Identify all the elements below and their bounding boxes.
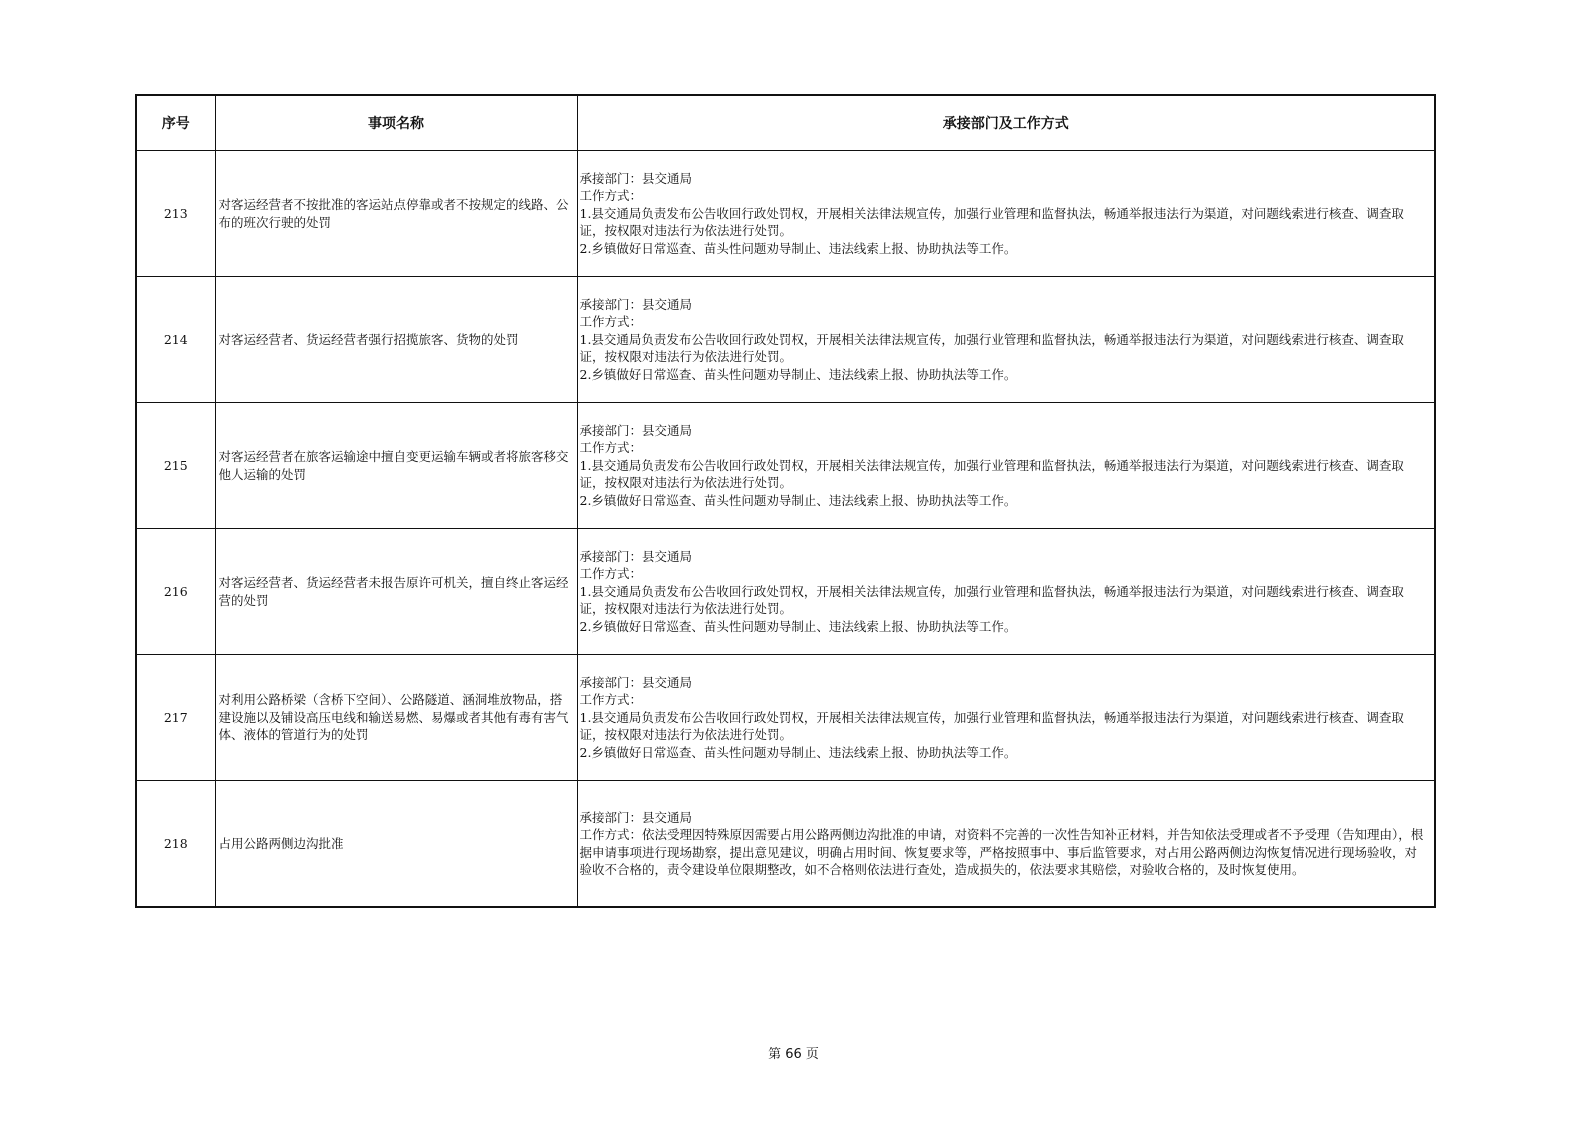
serial-number-cell: 213 [136, 151, 215, 277]
page-number: 第 66 页 [768, 1047, 819, 1062]
item-name-cell: 占用公路两侧边沟批准 [215, 781, 577, 908]
department-method-line: 工作方式： [579, 440, 643, 456]
header-serial-number: 序号 [136, 95, 215, 151]
department-method-line: 1.县交通局负责发布公告收回行政处罚权，开展相关法律法规宣传，加强行业管理和监督执法，畅通举报违法行为渠道，对问题线索进行核查、调查取证，按权限对违法行为依法进行处罚。 [579, 709, 1404, 743]
table-body [136, 151, 1435, 908]
table-row [136, 151, 1435, 277]
serial-number-cell: 214 [136, 277, 215, 403]
header-row [136, 95, 1435, 151]
header-item-name: 事项名称 [215, 95, 577, 151]
department-method-cell [577, 151, 1435, 277]
department-method-line: 1.县交通局负责发布公告收回行政处罚权，开展相关法律法规宣传，加强行业管理和监督执法，畅通举报违法行为渠道，对问题线索进行核查、调查取证，按权限对违法行为依法进行处罚。 [579, 457, 1404, 491]
table-row [136, 781, 1435, 908]
department-method-line: 承接部门：县交通局 [579, 422, 693, 438]
table-row [136, 403, 1435, 529]
table-row [136, 529, 1435, 655]
table-row [136, 277, 1435, 403]
department-method-line: 工作方式：依法受理因特殊原因需要占用公路两侧边沟批准的申请，对资料不完善的一次性告知补正材料，并告知依法受理或者不予受理（告知理由），根据申请事项进行现场勘察，提出意见建议，明确占用时间、恢复要求等，严格按照事中、事后监管要求，对占用公路两侧边沟恢复情况进行现场验收，对验收不合格的，责令建设单位限期整改，如不合格则依法进行查处，造成损失的，依法要求其赔偿，对验收合格的，及时恢复使用。 [579, 827, 1424, 877]
department-method-line: 1.县交通局负责发布公告收回行政处罚权，开展相关法律法规宣传，加强行业管理和监督执法，畅通举报违法行为渠道，对问题线索进行核查、调查取证，按权限对违法行为依法进行处罚。 [579, 205, 1404, 239]
item-name-cell: 对客运经营者在旅客运输途中擅自变更运输车辆或者将旅客移交他人运输的处罚 [215, 403, 577, 529]
serial-number-cell: 216 [136, 529, 215, 655]
department-method-line: 承接部门：县交通局 [579, 548, 693, 564]
department-method-cell [577, 781, 1435, 908]
item-name-cell: 对利用公路桥梁（含桥下空间）、公路隧道、涵洞堆放物品，搭建设施以及铺设高压电线和输送易燃、易爆或者其他有毒有害气体、液体的管道行为的处罚 [215, 655, 577, 781]
department-method-line: 工作方式： [579, 566, 643, 582]
serial-number-cell: 215 [136, 403, 215, 529]
department-method-line: 2.乡镇做好日常巡查、苗头性问题劝导制止、违法线索上报、协助执法等工作。 [579, 744, 1017, 760]
department-method-line: 2.乡镇做好日常巡查、苗头性问题劝导制止、违法线索上报、协助执法等工作。 [579, 492, 1017, 508]
department-method-cell [577, 277, 1435, 403]
department-method-line: 2.乡镇做好日常巡查、苗头性问题劝导制止、违法线索上报、协助执法等工作。 [579, 618, 1017, 634]
department-method-line: 工作方式： [579, 692, 643, 708]
item-name-cell: 对客运经营者不按批准的客运站点停靠或者不按规定的线路、公布的班次行驶的处罚 [215, 151, 577, 277]
department-method-line: 承接部门：县交通局 [579, 170, 693, 186]
serial-number-cell: 218 [136, 781, 215, 908]
department-method-cell [577, 403, 1435, 529]
department-method-line: 工作方式： [579, 188, 643, 204]
matters-table [135, 94, 1436, 908]
department-method-line: 承接部门：县交通局 [579, 296, 693, 312]
department-method-line: 1.县交通局负责发布公告收回行政处罚权，开展相关法律法规宣传，加强行业管理和监督执法，畅通举报违法行为渠道，对问题线索进行核查、调查取证，按权限对违法行为依法进行处罚。 [579, 583, 1404, 617]
department-method-line: 工作方式： [579, 314, 643, 330]
table-header [136, 95, 1435, 151]
serial-number-cell: 217 [136, 655, 215, 781]
table-row [136, 655, 1435, 781]
header-department-and-method: 承接部门及工作方式 [577, 95, 1435, 151]
department-method-line: 2.乡镇做好日常巡查、苗头性问题劝导制止、违法线索上报、协助执法等工作。 [579, 240, 1017, 256]
department-method-cell [577, 529, 1435, 655]
item-name-cell: 对客运经营者、货运经营者未报告原许可机关，擅自终止客运经营的处罚 [215, 529, 577, 655]
department-method-line: 1.县交通局负责发布公告收回行政处罚权，开展相关法律法规宣传，加强行业管理和监督执法，畅通举报违法行为渠道，对问题线索进行核查、调查取证，按权限对违法行为依法进行处罚。 [579, 331, 1404, 365]
department-method-line: 2.乡镇做好日常巡查、苗头性问题劝导制止、违法线索上报、协助执法等工作。 [579, 366, 1017, 382]
department-method-line: 承接部门：县交通局 [579, 674, 693, 690]
department-method-cell [577, 655, 1435, 781]
item-name-cell: 对客运经营者、货运经营者强行招揽旅客、货物的处罚 [215, 277, 577, 403]
department-method-line: 承接部门：县交通局 [579, 809, 693, 825]
